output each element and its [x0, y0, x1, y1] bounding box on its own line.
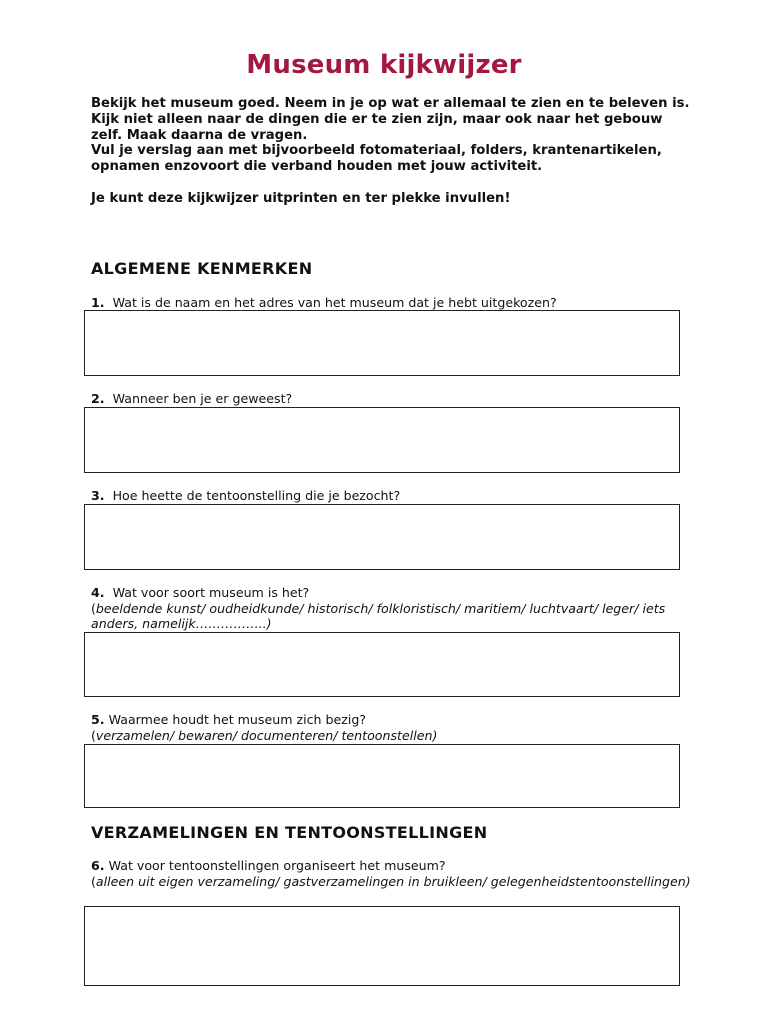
- question-number: 5.: [91, 712, 105, 727]
- answer-box-6[interactable]: [84, 906, 680, 986]
- answer-box-4[interactable]: [84, 632, 680, 697]
- answer-box-2[interactable]: [84, 407, 680, 473]
- question-4: [91, 585, 691, 632]
- question-text: Wat voor tentoonstellingen organiseert het museum?: [108, 858, 446, 873]
- question-number: 3.: [91, 488, 105, 503]
- question-5: [91, 712, 691, 743]
- hint-paren: (: [91, 727, 96, 743]
- question-text: Wat voor soort museum is het?: [112, 585, 310, 600]
- intro-text: [91, 96, 691, 207]
- question-number: 6.: [91, 858, 105, 873]
- answer-box-3[interactable]: [84, 504, 680, 570]
- question-text: Hoe heette de tentoonstelling die je bezocht?: [112, 488, 401, 503]
- page-title: Museum kijkwijzer: [246, 50, 522, 80]
- question-text: Wanneer ben je er geweest?: [112, 391, 293, 406]
- question-number: 2.: [91, 391, 105, 406]
- question-2: [91, 391, 691, 407]
- intro-paragraph-2: Vul je verslag aan met bijvoorbeeld fotomateriaal, folders, krantenartikelen, opnamen enzovoort die verband houden met jouw activiteit.: [91, 143, 662, 175]
- intro-paragraph-1: Bekijk het museum goed. Neem in je op wat er allemaal te zien en te beleven is. Kijk niet alleen naar de dingen die er te zien zijn, maar ook naar het gebouw zelf. Maak daarna de vragen.: [91, 96, 690, 143]
- answer-box-5[interactable]: [84, 744, 680, 808]
- question-text: Waarmee houdt het museum zich bezig?: [108, 712, 367, 727]
- question-text: Wat is de naam en het adres van het museum dat je hebt uitgekozen?: [112, 295, 557, 310]
- answer-box-1[interactable]: [84, 310, 680, 376]
- question-hint: alleen uit eigen verzameling/ gastverzamelingen in bruikleen/ gelegenheidstentoonstellingen): [95, 873, 691, 889]
- question-number: 4.: [91, 585, 105, 600]
- question-hint: verzamelen/ bewaren/ documenteren/ tentoonstellen): [95, 727, 438, 743]
- section-heading-general: ALGEMENE KENMERKEN: [91, 259, 313, 278]
- question-number: 1.: [91, 295, 105, 310]
- question-1: [91, 295, 691, 311]
- hint-paren: (: [91, 600, 96, 616]
- hint-paren: (: [91, 873, 96, 889]
- question-3: [91, 488, 691, 504]
- intro-paragraph-3: Je kunt deze kijkwijzer uitprinten en ter plekke invullen!: [91, 190, 511, 206]
- question-6: [91, 858, 691, 889]
- section-heading-collections: VERZAMELINGEN EN TENTOONSTELLINGEN: [91, 823, 488, 842]
- question-hint: beeldende kunst/ oudheidkunde/ historisch/ folkloristisch/ maritiem/ luchtvaart/ leger/ iets anders, namelijk……………..): [91, 600, 666, 631]
